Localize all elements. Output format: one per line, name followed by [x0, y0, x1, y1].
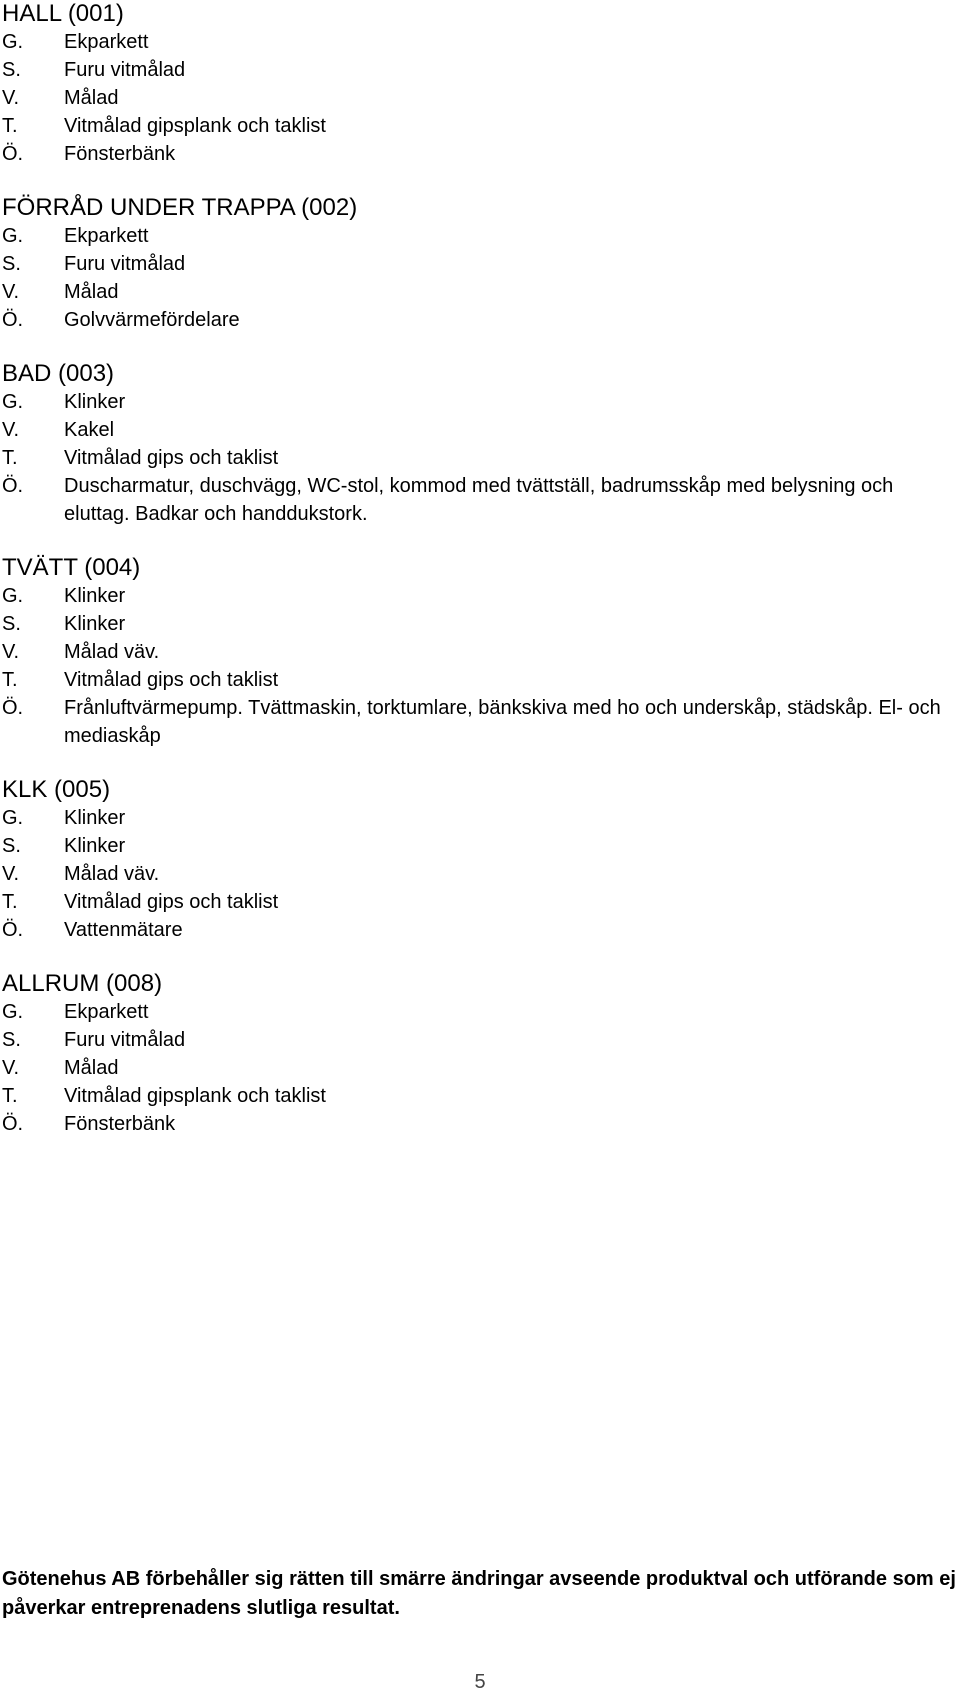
spec-row	[2, 666, 957, 694]
spec-row	[2, 84, 957, 112]
spec-description: Vitmålad gips och taklist	[64, 669, 279, 691]
spec-row	[2, 888, 957, 916]
spec-description: Vitmålad gipsplank och taklist	[64, 115, 326, 137]
spec-row	[2, 1026, 957, 1054]
spec-code: V.	[2, 281, 20, 303]
room-section	[2, 194, 957, 334]
spec-description: Klinker	[64, 585, 126, 607]
spec-description: Fönsterbänk	[64, 1113, 176, 1135]
spec-row	[2, 222, 957, 250]
spec-code: S.	[2, 59, 21, 81]
room-section	[2, 554, 957, 750]
spec-description: Vitmålad gips och taklist	[64, 447, 279, 469]
spec-row	[2, 472, 957, 528]
spec-code: V.	[2, 1057, 20, 1079]
spec-row	[2, 278, 957, 306]
room-title: TVÄTT (004)	[2, 554, 141, 581]
spec-row	[2, 638, 957, 666]
spec-description: Ekparkett	[64, 31, 149, 53]
spec-description: Duscharmatur, duschvägg, WC-stol, kommod med tvättställ, badrumsskåp med belysning och eluttag. Badkar och handdukstork.	[64, 475, 894, 525]
spec-row	[2, 416, 957, 444]
spec-code: Ö.	[2, 697, 24, 719]
room-section	[2, 970, 957, 1138]
spec-description: Fönsterbänk	[64, 143, 176, 165]
room-section	[2, 776, 957, 944]
room-section	[2, 360, 957, 528]
spec-row	[2, 998, 957, 1026]
spec-description: Målad	[64, 281, 119, 303]
spec-code: Ö.	[2, 309, 24, 331]
spec-code: T.	[2, 891, 18, 913]
spec-description: Målad väv.	[64, 863, 160, 885]
spec-code: T.	[2, 1085, 18, 1107]
spec-description: Frånluftvärmepump. Tvättmaskin, torktumlare, bänkskiva med ho och underskåp, städskåp. El- och mediaskåp	[64, 697, 941, 747]
spec-row	[2, 832, 957, 860]
spec-description: Kakel	[64, 419, 115, 441]
spec-description: Klinker	[64, 835, 126, 857]
spec-row	[2, 250, 957, 278]
spec-description: Vitmålad gipsplank och taklist	[64, 1085, 326, 1107]
room-title: BAD (003)	[2, 360, 115, 387]
room-title: KLK (005)	[2, 776, 111, 803]
spec-description: Målad	[64, 1057, 119, 1079]
spec-row	[2, 1054, 957, 1082]
spec-row	[2, 804, 957, 832]
spec-code: S.	[2, 613, 21, 635]
spec-code: G.	[2, 807, 24, 829]
spec-description: Furu vitmålad	[64, 253, 186, 275]
page-number: 5	[474, 1671, 486, 1693]
spec-code: Ö.	[2, 475, 24, 497]
spec-row	[2, 860, 957, 888]
spec-description: Målad väv.	[64, 641, 160, 663]
spec-code: V.	[2, 863, 20, 885]
spec-row	[2, 140, 957, 168]
spec-description: Golvvärmefördelare	[64, 309, 240, 331]
room-title: HALL (001)	[2, 0, 124, 27]
spec-code: T.	[2, 115, 18, 137]
spec-row	[2, 916, 957, 944]
spec-row	[2, 582, 957, 610]
spec-code: S.	[2, 835, 21, 857]
spec-code: Ö.	[2, 919, 24, 941]
spec-row	[2, 1082, 957, 1110]
spec-description: Målad	[64, 87, 119, 109]
spec-code: T.	[2, 669, 18, 691]
spec-row	[2, 388, 957, 416]
spec-description: Ekparkett	[64, 1001, 149, 1023]
spec-code: S.	[2, 253, 21, 275]
disclaimer-text: Götenehus AB förbehåller sig rätten till smärre ändringar avseende produktval och utförande som ej påverkar entreprenadens slutliga resultat.	[2, 1568, 956, 1619]
spec-code: G.	[2, 31, 24, 53]
spec-description: Klinker	[64, 391, 126, 413]
spec-code: Ö.	[2, 1113, 24, 1135]
spec-code: T.	[2, 447, 18, 469]
spec-code: V.	[2, 419, 20, 441]
spec-row	[2, 1110, 957, 1138]
room-title: ALLRUM (008)	[2, 970, 163, 997]
room-section	[2, 0, 957, 168]
spec-description: Ekparkett	[64, 225, 149, 247]
spec-row	[2, 694, 957, 750]
spec-row	[2, 56, 957, 84]
room-title: FÖRRÅD UNDER TRAPPA (002)	[2, 194, 358, 221]
spec-description: Klinker	[64, 613, 126, 635]
spec-description: Furu vitmålad	[64, 1029, 186, 1051]
spec-description: Furu vitmålad	[64, 59, 186, 81]
spec-description: Vattenmätare	[64, 919, 183, 941]
spec-row	[2, 112, 957, 140]
spec-code: V.	[2, 87, 20, 109]
spec-code: Ö.	[2, 143, 24, 165]
spec-code: G.	[2, 585, 24, 607]
spec-row	[2, 610, 957, 638]
spec-code: G.	[2, 225, 24, 247]
room-specification-list	[2, 0, 957, 1164]
spec-row	[2, 306, 957, 334]
spec-code: G.	[2, 1001, 24, 1023]
spec-row	[2, 444, 957, 472]
spec-code: V.	[2, 641, 20, 663]
spec-description: Vitmålad gips och taklist	[64, 891, 279, 913]
spec-code: S.	[2, 1029, 21, 1051]
spec-description: Klinker	[64, 807, 126, 829]
spec-code: G.	[2, 391, 24, 413]
spec-row	[2, 28, 957, 56]
